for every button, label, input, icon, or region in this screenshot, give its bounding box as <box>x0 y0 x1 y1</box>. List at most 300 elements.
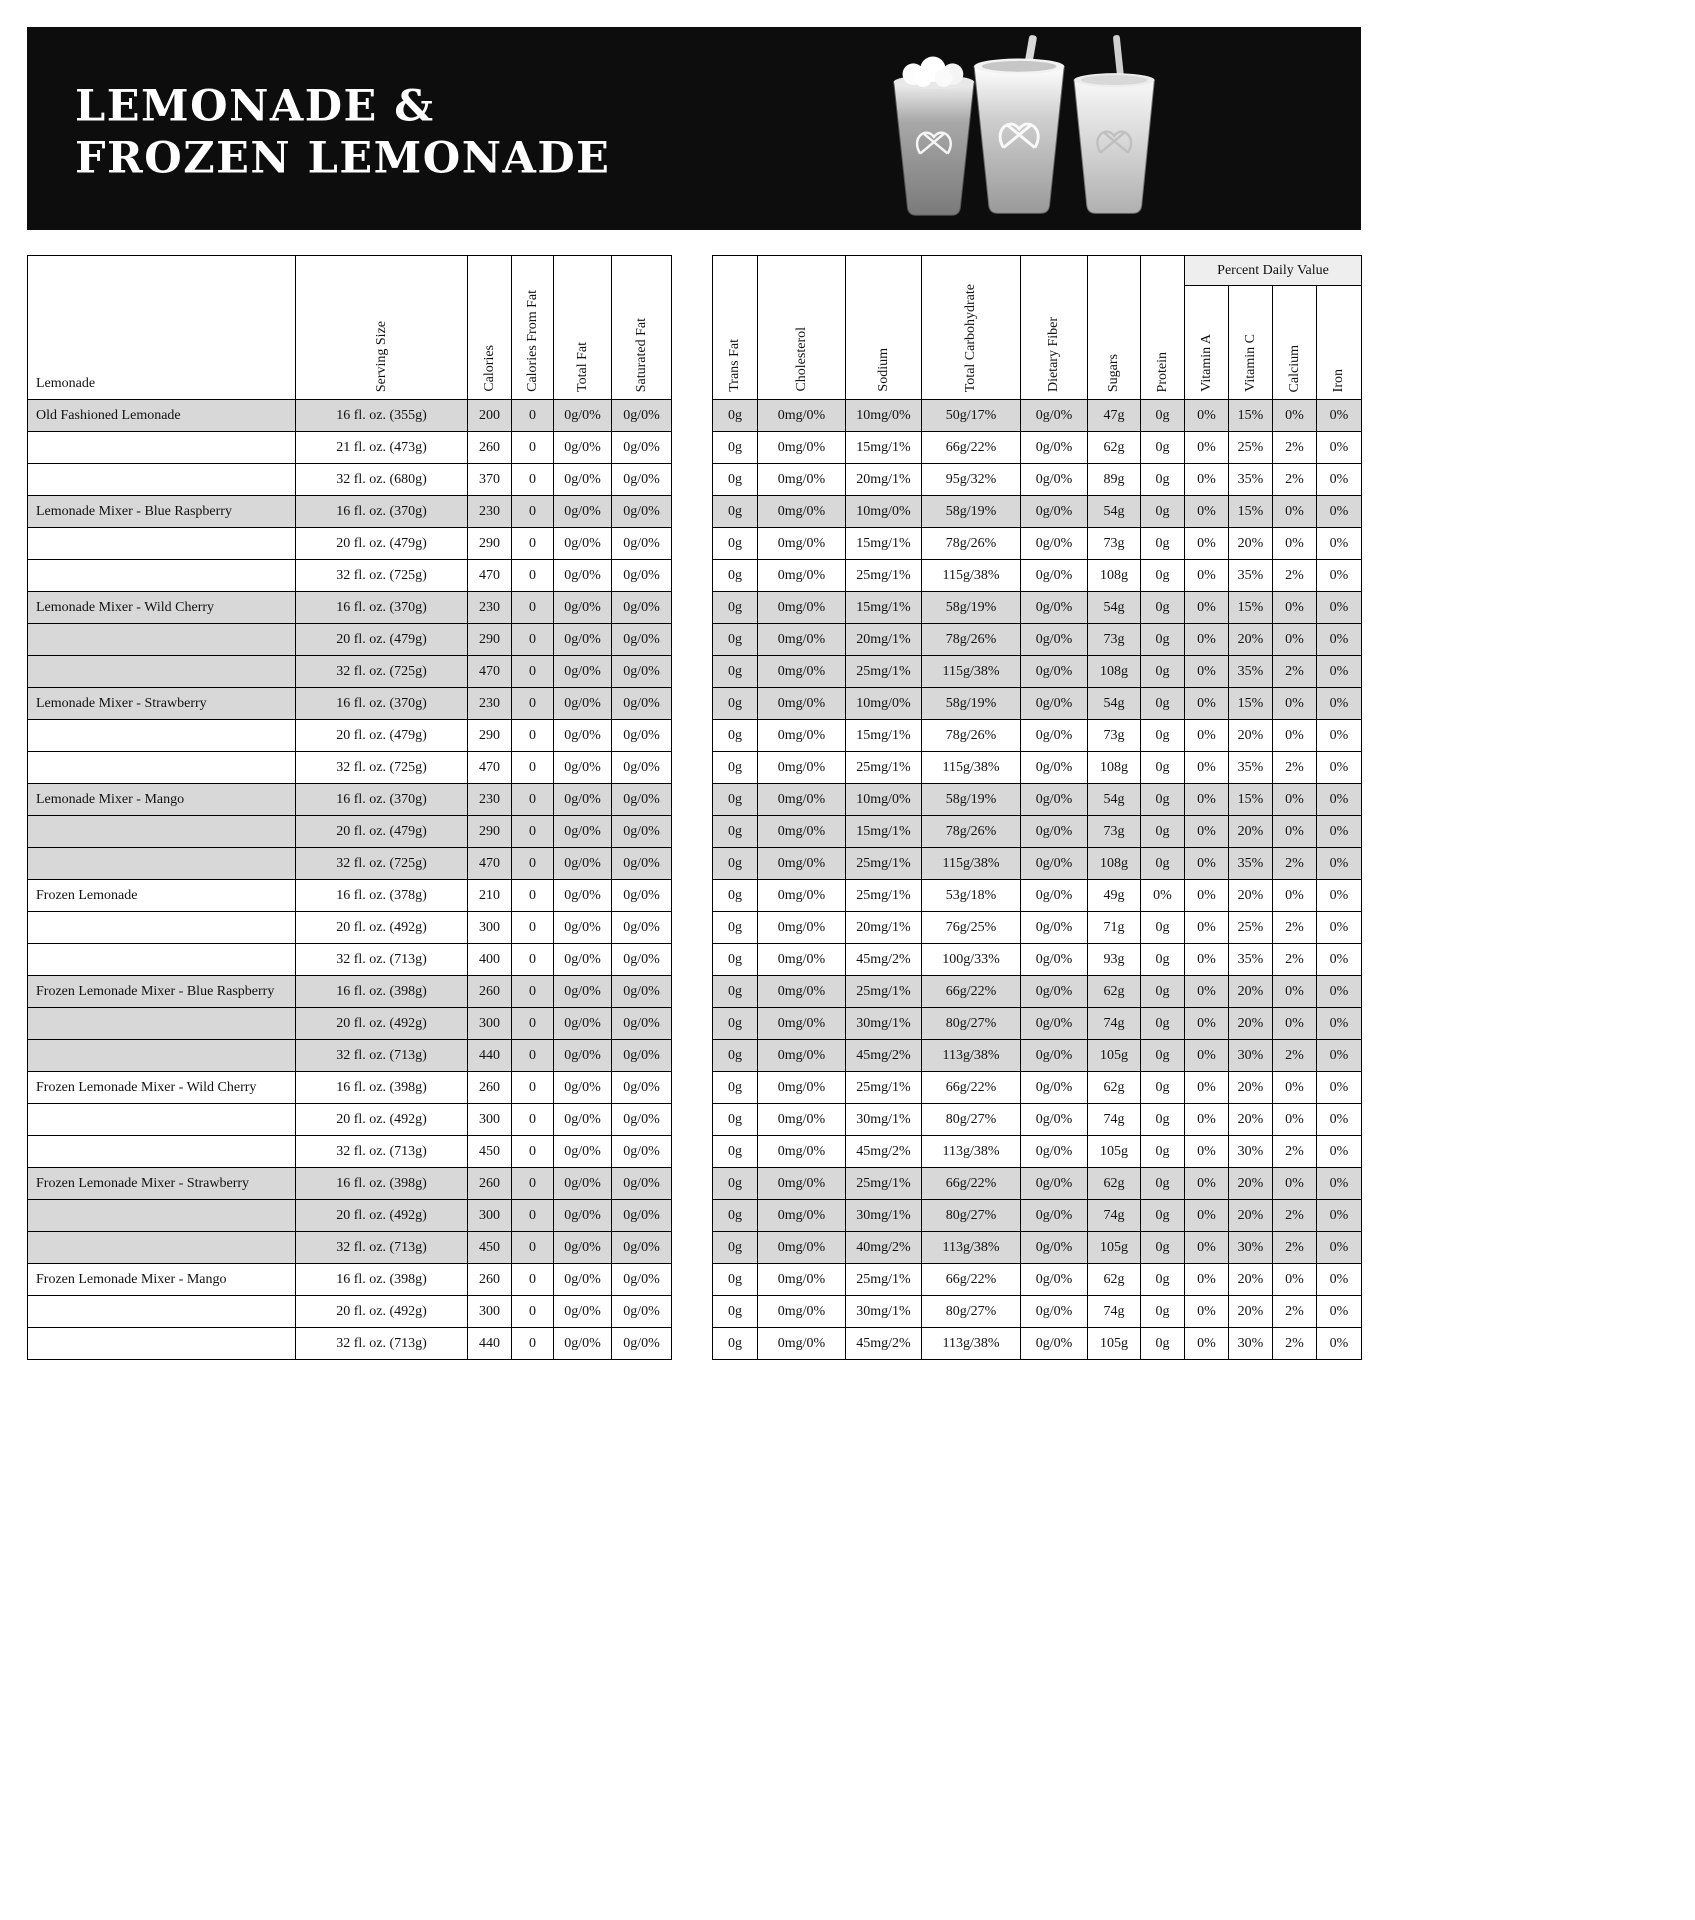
cell-vitamin-c: 20% <box>1229 1168 1273 1200</box>
table-row <box>713 592 1362 624</box>
cell-vitamin-a: 0% <box>1185 944 1229 976</box>
cell-vitamin-a: 0% <box>1185 816 1229 848</box>
cell-cholesterol: 0mg/0% <box>758 688 846 720</box>
table-row <box>28 1296 672 1328</box>
cell-cholesterol: 0mg/0% <box>758 912 846 944</box>
cell-sugars: 105g <box>1088 1040 1141 1072</box>
column-header-label: Vitamin C <box>1242 334 1258 392</box>
cell-item-name: Frozen Lemonade Mixer - Strawberry <box>28 1168 296 1200</box>
cell-vitamin-c: 30% <box>1229 1328 1273 1360</box>
cell-calcium: 0% <box>1273 720 1317 752</box>
cell-total-fat: 0g/0% <box>554 624 612 656</box>
column-header-label: Cholesterol <box>793 327 809 392</box>
table-row <box>713 1104 1362 1136</box>
cell-iron: 0% <box>1317 656 1362 688</box>
cell-calories-from-fat: 0 <box>512 1296 554 1328</box>
cell-total-fat: 0g/0% <box>554 976 612 1008</box>
cell-sugars: 108g <box>1088 752 1141 784</box>
cell-protein: 0g <box>1141 720 1185 752</box>
cell-dietary-fiber: 0g/0% <box>1021 752 1088 784</box>
cell-trans-fat: 0g <box>713 816 758 848</box>
cell-sugars: 108g <box>1088 848 1141 880</box>
cell-sugars: 105g <box>1088 1328 1141 1360</box>
cell-protein: 0g <box>1141 432 1185 464</box>
cell-sugars: 54g <box>1088 688 1141 720</box>
cell-iron: 0% <box>1317 1296 1362 1328</box>
table-row <box>713 1296 1362 1328</box>
cell-trans-fat: 0g <box>713 1008 758 1040</box>
cell-item-name <box>28 944 296 976</box>
cell-trans-fat: 0g <box>713 400 758 432</box>
cell-calories-from-fat: 0 <box>512 624 554 656</box>
cell-total-fat: 0g/0% <box>554 784 612 816</box>
table-row <box>28 1072 672 1104</box>
cell-cholesterol: 0mg/0% <box>758 1296 846 1328</box>
cell-sodium: 10mg/0% <box>846 688 922 720</box>
cell-total-fat: 0g/0% <box>554 880 612 912</box>
table-row <box>28 1264 672 1296</box>
cell-calcium: 2% <box>1273 656 1317 688</box>
cell-sugars: 89g <box>1088 464 1141 496</box>
cell-serving-size: 21 fl. oz. (473g) <box>296 432 468 464</box>
cell-saturated-fat: 0g/0% <box>612 1200 672 1232</box>
cell-sugars: 62g <box>1088 1168 1141 1200</box>
cell-saturated-fat: 0g/0% <box>612 1296 672 1328</box>
table-row <box>28 784 672 816</box>
cell-vitamin-a: 0% <box>1185 432 1229 464</box>
cell-calories-from-fat: 0 <box>512 400 554 432</box>
cell-iron: 0% <box>1317 1104 1362 1136</box>
cell-sugars: 74g <box>1088 1104 1141 1136</box>
cell-saturated-fat: 0g/0% <box>612 624 672 656</box>
cell-total-fat: 0g/0% <box>554 1168 612 1200</box>
cell-calories: 260 <box>468 976 512 1008</box>
table-row <box>713 464 1362 496</box>
cell-vitamin-c: 20% <box>1229 624 1273 656</box>
table-row <box>713 688 1362 720</box>
cell-serving-size: 16 fl. oz. (370g) <box>296 784 468 816</box>
table-row <box>28 1136 672 1168</box>
cell-sodium: 25mg/1% <box>846 976 922 1008</box>
cell-trans-fat: 0g <box>713 976 758 1008</box>
cell-sugars: 73g <box>1088 624 1141 656</box>
table-row <box>713 624 1362 656</box>
cup-left <box>894 57 974 216</box>
cell-dietary-fiber: 0g/0% <box>1021 848 1088 880</box>
cell-serving-size: 32 fl. oz. (725g) <box>296 752 468 784</box>
cell-vitamin-c: 35% <box>1229 848 1273 880</box>
cell-sodium: 30mg/1% <box>846 1296 922 1328</box>
cell-calories: 470 <box>468 560 512 592</box>
cell-total-carbohydrate: 66g/22% <box>922 1072 1021 1104</box>
cell-vitamin-c: 20% <box>1229 880 1273 912</box>
cell-protein: 0g <box>1141 688 1185 720</box>
cell-dietary-fiber: 0g/0% <box>1021 1296 1088 1328</box>
cell-calcium: 2% <box>1273 1296 1317 1328</box>
cell-dietary-fiber: 0g/0% <box>1021 432 1088 464</box>
cell-total-fat: 0g/0% <box>554 1296 612 1328</box>
cell-vitamin-a: 0% <box>1185 1328 1229 1360</box>
nutrition-table-left <box>27 255 672 1360</box>
cell-vitamin-a: 0% <box>1185 496 1229 528</box>
cell-calories: 230 <box>468 688 512 720</box>
cell-dietary-fiber: 0g/0% <box>1021 1264 1088 1296</box>
cell-sugars: 54g <box>1088 496 1141 528</box>
table-row <box>713 1072 1362 1104</box>
cell-calcium: 2% <box>1273 560 1317 592</box>
cell-total-carbohydrate: 80g/27% <box>922 1104 1021 1136</box>
cell-calcium: 2% <box>1273 1232 1317 1264</box>
cell-serving-size: 32 fl. oz. (713g) <box>296 1136 468 1168</box>
cell-total-carbohydrate: 113g/38% <box>922 1136 1021 1168</box>
table-row <box>28 816 672 848</box>
column-header-label: Trans Fat <box>727 339 742 392</box>
cell-cholesterol: 0mg/0% <box>758 1072 846 1104</box>
cell-calories-from-fat: 0 <box>512 432 554 464</box>
cell-dietary-fiber: 0g/0% <box>1021 880 1088 912</box>
cell-calcium: 0% <box>1273 496 1317 528</box>
cell-serving-size: 16 fl. oz. (355g) <box>296 400 468 432</box>
table-row <box>28 1104 672 1136</box>
cell-cholesterol: 0mg/0% <box>758 656 846 688</box>
cell-iron: 0% <box>1317 592 1362 624</box>
cell-vitamin-c: 20% <box>1229 976 1273 1008</box>
cell-calories-from-fat: 0 <box>512 944 554 976</box>
cell-saturated-fat: 0g/0% <box>612 848 672 880</box>
header-banner <box>27 27 1361 230</box>
table-row <box>713 1232 1362 1264</box>
table-row <box>713 1008 1362 1040</box>
cell-iron: 0% <box>1317 912 1362 944</box>
cell-calories: 440 <box>468 1040 512 1072</box>
cell-cholesterol: 0mg/0% <box>758 528 846 560</box>
cell-sugars: 74g <box>1088 1008 1141 1040</box>
cell-protein: 0g <box>1141 1072 1185 1104</box>
cell-cholesterol: 0mg/0% <box>758 592 846 624</box>
column-header-label: Calories <box>481 345 497 392</box>
cell-vitamin-a: 0% <box>1185 1296 1229 1328</box>
cell-saturated-fat: 0g/0% <box>612 1040 672 1072</box>
cell-calcium: 2% <box>1273 1040 1317 1072</box>
cell-item-name: Lemonade Mixer - Mango <box>28 784 296 816</box>
cell-trans-fat: 0g <box>713 848 758 880</box>
cell-trans-fat: 0g <box>713 784 758 816</box>
cell-cholesterol: 0mg/0% <box>758 880 846 912</box>
cell-vitamin-a: 0% <box>1185 1136 1229 1168</box>
cell-total-carbohydrate: 50g/17% <box>922 400 1021 432</box>
cell-iron: 0% <box>1317 720 1362 752</box>
table-row <box>28 1168 672 1200</box>
cell-sugars: 74g <box>1088 1200 1141 1232</box>
cell-saturated-fat: 0g/0% <box>612 912 672 944</box>
cell-calories-from-fat: 0 <box>512 848 554 880</box>
cell-sodium: 25mg/1% <box>846 656 922 688</box>
table-row <box>28 432 672 464</box>
cell-vitamin-a: 0% <box>1185 752 1229 784</box>
cell-sugars: 93g <box>1088 944 1141 976</box>
table-row <box>28 592 672 624</box>
cell-sugars: 54g <box>1088 784 1141 816</box>
cell-calcium: 0% <box>1273 1008 1317 1040</box>
cell-saturated-fat: 0g/0% <box>612 1104 672 1136</box>
cell-total-carbohydrate: 100g/33% <box>922 944 1021 976</box>
column-header-trans-fat <box>713 256 758 400</box>
cell-calories: 300 <box>468 1104 512 1136</box>
cell-sodium: 10mg/0% <box>846 400 922 432</box>
cell-cholesterol: 0mg/0% <box>758 432 846 464</box>
cell-vitamin-a: 0% <box>1185 1072 1229 1104</box>
cell-total-fat: 0g/0% <box>554 944 612 976</box>
cell-sugars: 73g <box>1088 720 1141 752</box>
table-row <box>28 496 672 528</box>
cell-total-carbohydrate: 58g/19% <box>922 784 1021 816</box>
cell-saturated-fat: 0g/0% <box>612 976 672 1008</box>
cell-total-carbohydrate: 113g/38% <box>922 1040 1021 1072</box>
cell-sodium: 45mg/2% <box>846 1040 922 1072</box>
table-row <box>713 560 1362 592</box>
table-row <box>28 1200 672 1232</box>
cell-iron: 0% <box>1317 464 1362 496</box>
cell-total-carbohydrate: 58g/19% <box>922 688 1021 720</box>
cell-dietary-fiber: 0g/0% <box>1021 784 1088 816</box>
cell-vitamin-c: 20% <box>1229 1008 1273 1040</box>
cell-iron: 0% <box>1317 400 1362 432</box>
cell-saturated-fat: 0g/0% <box>612 752 672 784</box>
table-row <box>28 976 672 1008</box>
cell-calories: 260 <box>468 1264 512 1296</box>
cell-calories-from-fat: 0 <box>512 688 554 720</box>
cell-protein: 0g <box>1141 656 1185 688</box>
right-table-body <box>713 400 1362 1360</box>
cell-calories-from-fat: 0 <box>512 976 554 1008</box>
cell-protein: 0g <box>1141 784 1185 816</box>
cell-calcium: 0% <box>1273 592 1317 624</box>
cell-sugars: 71g <box>1088 912 1141 944</box>
cell-total-fat: 0g/0% <box>554 1040 612 1072</box>
cell-total-carbohydrate: 78g/26% <box>922 816 1021 848</box>
cell-calcium: 2% <box>1273 752 1317 784</box>
cell-cholesterol: 0mg/0% <box>758 752 846 784</box>
cell-total-fat: 0g/0% <box>554 560 612 592</box>
cell-trans-fat: 0g <box>713 464 758 496</box>
column-header-label: Protein <box>1154 351 1170 392</box>
table-row <box>28 944 672 976</box>
cell-serving-size: 16 fl. oz. (398g) <box>296 1264 468 1296</box>
cell-iron: 0% <box>1317 1264 1362 1296</box>
cell-dietary-fiber: 0g/0% <box>1021 688 1088 720</box>
cell-calories: 470 <box>468 848 512 880</box>
cell-calories-from-fat: 0 <box>512 1232 554 1264</box>
column-header-total-fat <box>554 256 612 400</box>
table-row <box>28 1040 672 1072</box>
table-row <box>713 1200 1362 1232</box>
cell-saturated-fat: 0g/0% <box>612 1168 672 1200</box>
table-row <box>713 1168 1362 1200</box>
cell-serving-size: 32 fl. oz. (725g) <box>296 656 468 688</box>
cell-serving-size: 20 fl. oz. (492g) <box>296 1104 468 1136</box>
cell-calories: 290 <box>468 624 512 656</box>
cell-cholesterol: 0mg/0% <box>758 1104 846 1136</box>
cell-calcium: 0% <box>1273 400 1317 432</box>
cell-calories: 230 <box>468 496 512 528</box>
cell-vitamin-c: 30% <box>1229 1232 1273 1264</box>
cell-item-name: Old Fashioned Lemonade <box>28 400 296 432</box>
cell-trans-fat: 0g <box>713 1200 758 1232</box>
cell-sugars: 73g <box>1088 816 1141 848</box>
cell-calories: 450 <box>468 1136 512 1168</box>
cell-calories: 230 <box>468 784 512 816</box>
cell-trans-fat: 0g <box>713 432 758 464</box>
column-header-saturated-fat <box>612 256 672 400</box>
cell-calcium: 0% <box>1273 528 1317 560</box>
cell-total-fat: 0g/0% <box>554 912 612 944</box>
cell-vitamin-a: 0% <box>1185 656 1229 688</box>
cell-item-name <box>28 912 296 944</box>
cell-calories-from-fat: 0 <box>512 912 554 944</box>
page-title <box>75 80 610 185</box>
column-header-serving-size <box>296 256 468 400</box>
cell-vitamin-a: 0% <box>1185 784 1229 816</box>
table-row <box>713 496 1362 528</box>
cell-total-fat: 0g/0% <box>554 1264 612 1296</box>
cell-sodium: 30mg/1% <box>846 1008 922 1040</box>
cell-sodium: 15mg/1% <box>846 432 922 464</box>
cell-saturated-fat: 0g/0% <box>612 1136 672 1168</box>
cell-item-name <box>28 848 296 880</box>
cell-total-fat: 0g/0% <box>554 752 612 784</box>
cell-saturated-fat: 0g/0% <box>612 688 672 720</box>
cell-calcium: 0% <box>1273 1168 1317 1200</box>
percent-daily-value-header: Percent Daily Value <box>1185 256 1362 286</box>
cell-total-carbohydrate: 115g/38% <box>922 752 1021 784</box>
cell-calcium: 0% <box>1273 624 1317 656</box>
cell-protein: 0g <box>1141 1040 1185 1072</box>
cell-trans-fat: 0g <box>713 1040 758 1072</box>
table-row <box>713 656 1362 688</box>
cell-sodium: 20mg/1% <box>846 464 922 496</box>
cell-item-name <box>28 464 296 496</box>
cell-serving-size: 20 fl. oz. (479g) <box>296 624 468 656</box>
cell-saturated-fat: 0g/0% <box>612 1232 672 1264</box>
cell-item-name <box>28 560 296 592</box>
cell-saturated-fat: 0g/0% <box>612 1008 672 1040</box>
cell-dietary-fiber: 0g/0% <box>1021 816 1088 848</box>
cell-protein: 0g <box>1141 1136 1185 1168</box>
cell-calcium: 2% <box>1273 848 1317 880</box>
cell-total-fat: 0g/0% <box>554 688 612 720</box>
cell-sodium: 25mg/1% <box>846 848 922 880</box>
cell-sugars: 62g <box>1088 432 1141 464</box>
cell-cholesterol: 0mg/0% <box>758 1040 846 1072</box>
cell-trans-fat: 0g <box>713 752 758 784</box>
cell-sugars: 62g <box>1088 976 1141 1008</box>
cell-total-carbohydrate: 76g/25% <box>922 912 1021 944</box>
cell-calcium: 0% <box>1273 816 1317 848</box>
cell-total-fat: 0g/0% <box>554 1136 612 1168</box>
column-header-label: Iron <box>1331 368 1347 392</box>
table-row <box>28 688 672 720</box>
header-row-pdv <box>713 256 1362 286</box>
cell-protein: 0g <box>1141 1328 1185 1360</box>
cell-iron: 0% <box>1317 528 1362 560</box>
cell-iron: 0% <box>1317 1136 1362 1168</box>
cell-vitamin-c: 30% <box>1229 1040 1273 1072</box>
cell-total-carbohydrate: 53g/18% <box>922 880 1021 912</box>
cell-vitamin-a: 0% <box>1185 1200 1229 1232</box>
cell-total-carbohydrate: 80g/27% <box>922 1008 1021 1040</box>
cell-total-fat: 0g/0% <box>554 1200 612 1232</box>
cell-dietary-fiber: 0g/0% <box>1021 1168 1088 1200</box>
cell-trans-fat: 0g <box>713 1136 758 1168</box>
cell-trans-fat: 0g <box>713 912 758 944</box>
cell-total-carbohydrate: 113g/38% <box>922 1232 1021 1264</box>
table-row <box>713 1264 1362 1296</box>
cell-total-fat: 0g/0% <box>554 1328 612 1360</box>
cell-sodium: 15mg/1% <box>846 816 922 848</box>
table-row <box>28 880 672 912</box>
cell-serving-size: 20 fl. oz. (492g) <box>296 1200 468 1232</box>
cell-total-carbohydrate: 115g/38% <box>922 560 1021 592</box>
table-row <box>28 400 672 432</box>
cell-trans-fat: 0g <box>713 1072 758 1104</box>
cell-iron: 0% <box>1317 816 1362 848</box>
column-header-label: Sodium <box>875 348 891 392</box>
cell-sugars: 49g <box>1088 880 1141 912</box>
cell-item-name <box>28 1040 296 1072</box>
cell-saturated-fat: 0g/0% <box>612 656 672 688</box>
cell-vitamin-a: 0% <box>1185 976 1229 1008</box>
column-header-label: Dietary Fiber <box>1046 316 1061 392</box>
cell-dietary-fiber: 0g/0% <box>1021 1104 1088 1136</box>
cell-sodium: 45mg/2% <box>846 1136 922 1168</box>
cell-vitamin-c: 25% <box>1229 432 1273 464</box>
cell-protein: 0g <box>1141 1264 1185 1296</box>
table-row <box>28 656 672 688</box>
column-header-label: Sugars <box>1106 353 1121 392</box>
cell-trans-fat: 0g <box>713 944 758 976</box>
cell-item-name <box>28 752 296 784</box>
cell-sugars: 54g <box>1088 592 1141 624</box>
table-row <box>28 1232 672 1264</box>
cell-sodium: 10mg/0% <box>846 784 922 816</box>
table-row <box>28 848 672 880</box>
cell-item-name: Lemonade Mixer - Strawberry <box>28 688 296 720</box>
column-header-total-carbohydrate <box>922 256 1021 400</box>
cell-cholesterol: 0mg/0% <box>758 1232 846 1264</box>
cell-cholesterol: 0mg/0% <box>758 848 846 880</box>
cell-serving-size: 20 fl. oz. (492g) <box>296 1296 468 1328</box>
cell-serving-size: 16 fl. oz. (370g) <box>296 496 468 528</box>
cell-trans-fat: 0g <box>713 624 758 656</box>
cell-dietary-fiber: 0g/0% <box>1021 624 1088 656</box>
column-header-calories <box>468 256 512 400</box>
cell-vitamin-c: 20% <box>1229 528 1273 560</box>
cell-vitamin-a: 0% <box>1185 688 1229 720</box>
cell-vitamin-c: 35% <box>1229 464 1273 496</box>
cell-total-carbohydrate: 80g/27% <box>922 1200 1021 1232</box>
cell-iron: 0% <box>1317 1072 1362 1104</box>
cell-saturated-fat: 0g/0% <box>612 432 672 464</box>
left-table-body <box>28 400 672 1360</box>
cell-saturated-fat: 0g/0% <box>612 720 672 752</box>
cell-dietary-fiber: 0g/0% <box>1021 656 1088 688</box>
cell-calories-from-fat: 0 <box>512 1328 554 1360</box>
cell-iron: 0% <box>1317 880 1362 912</box>
cell-vitamin-a: 0% <box>1185 1040 1229 1072</box>
cell-item-name: Frozen Lemonade Mixer - Blue Raspberry <box>28 976 296 1008</box>
cell-serving-size: 32 fl. oz. (725g) <box>296 560 468 592</box>
cell-vitamin-a: 0% <box>1185 400 1229 432</box>
